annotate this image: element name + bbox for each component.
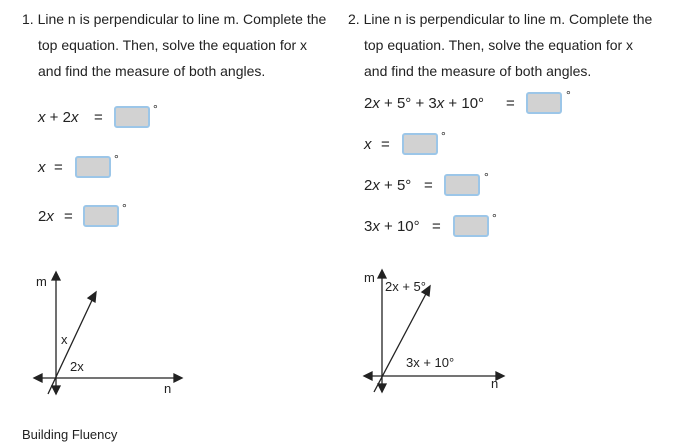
problem-1-equation-3-lhs: 2x <box>38 208 54 225</box>
line-n-label: n <box>164 381 172 396</box>
problem-2-equation-4-op: = <box>432 218 441 235</box>
problem-2-answer-input-4[interactable] <box>453 215 489 237</box>
problem-1-prompt <box>22 6 326 84</box>
problem-1-equation-1-lhs: x + 2x <box>38 109 79 126</box>
arrowhead-icon <box>88 292 96 302</box>
problem-2-prompt-line-2: top equation. Then, solve the equation for x <box>364 37 634 53</box>
angle-2x-label: 2x <box>70 359 84 374</box>
arrowhead-icon <box>378 270 386 278</box>
problem-1-equation-1-op: = <box>94 109 103 126</box>
problem-2-equation-2-op: = <box>381 136 390 153</box>
problem-1-diagram <box>30 268 180 398</box>
problem-2-equation-1-op: = <box>506 95 515 112</box>
problem-2-answer-input-3[interactable] <box>444 174 480 196</box>
arrowhead-icon <box>52 272 60 280</box>
arrowhead-icon <box>52 386 60 394</box>
line-n-label: n <box>491 376 499 391</box>
arrowhead-icon <box>174 374 182 382</box>
line-m-label: m <box>364 270 375 285</box>
arrowhead-icon <box>364 372 372 380</box>
footer-label: Building Fluency <box>22 427 118 442</box>
arrowhead-icon <box>34 374 42 382</box>
degree-symbol: ° <box>484 170 489 184</box>
angle-x-label: x <box>61 332 68 347</box>
problem-2-prompt <box>348 6 652 84</box>
problem-1-equation-3-op: = <box>64 208 73 225</box>
ray-line <box>48 296 94 394</box>
degree-symbol: ° <box>492 211 497 225</box>
problem-2-equation-2-lhs: x <box>364 136 372 153</box>
problem-1-prompt-line-3: and find the measure of both angles. <box>38 63 266 79</box>
problem-2-equation-1-lhs: 2x + 5° + 3x + 10° <box>364 95 485 112</box>
degree-symbol: ° <box>122 201 127 215</box>
problem-1-prompt-line-2: top equation. Then, solve the equation for x <box>38 37 308 53</box>
problem-2-equation-3-lhs: 2x + 5° <box>364 177 412 194</box>
problem-1-answer-input-1[interactable] <box>114 106 150 128</box>
degree-symbol: ° <box>153 102 158 116</box>
problem-1-answer-input-3[interactable] <box>83 205 119 227</box>
problem-2-prompt-line-3: and find the measure of both angles. <box>364 63 592 79</box>
problem-2-equation-3-op: = <box>424 177 433 194</box>
problem-1-equation-2-lhs: x <box>38 159 46 176</box>
problem-1-prompt-line-1: 1. Line n is perpendicular to line m. Complete the <box>22 11 327 27</box>
problem-1-answer-input-2[interactable] <box>75 156 111 178</box>
degree-symbol: ° <box>114 152 119 166</box>
line-m-label: m <box>36 274 47 289</box>
degree-symbol: ° <box>441 129 446 143</box>
arrowhead-icon <box>378 384 386 392</box>
problem-2-answer-input-1[interactable] <box>526 92 562 114</box>
angle-3x-plus-10-label: 3x + 10° <box>406 355 455 370</box>
degree-symbol: ° <box>566 88 571 102</box>
problem-2-prompt-line-1: 2. Line n is perpendicular to line m. Complete the <box>348 11 653 27</box>
angle-2x-plus-5-label: 2x + 5° <box>385 279 426 294</box>
problem-2-answer-input-2[interactable] <box>402 133 438 155</box>
problem-1-equation-2-op: = <box>54 159 63 176</box>
problem-2-equation-4-lhs: 3x + 10° <box>364 218 420 235</box>
